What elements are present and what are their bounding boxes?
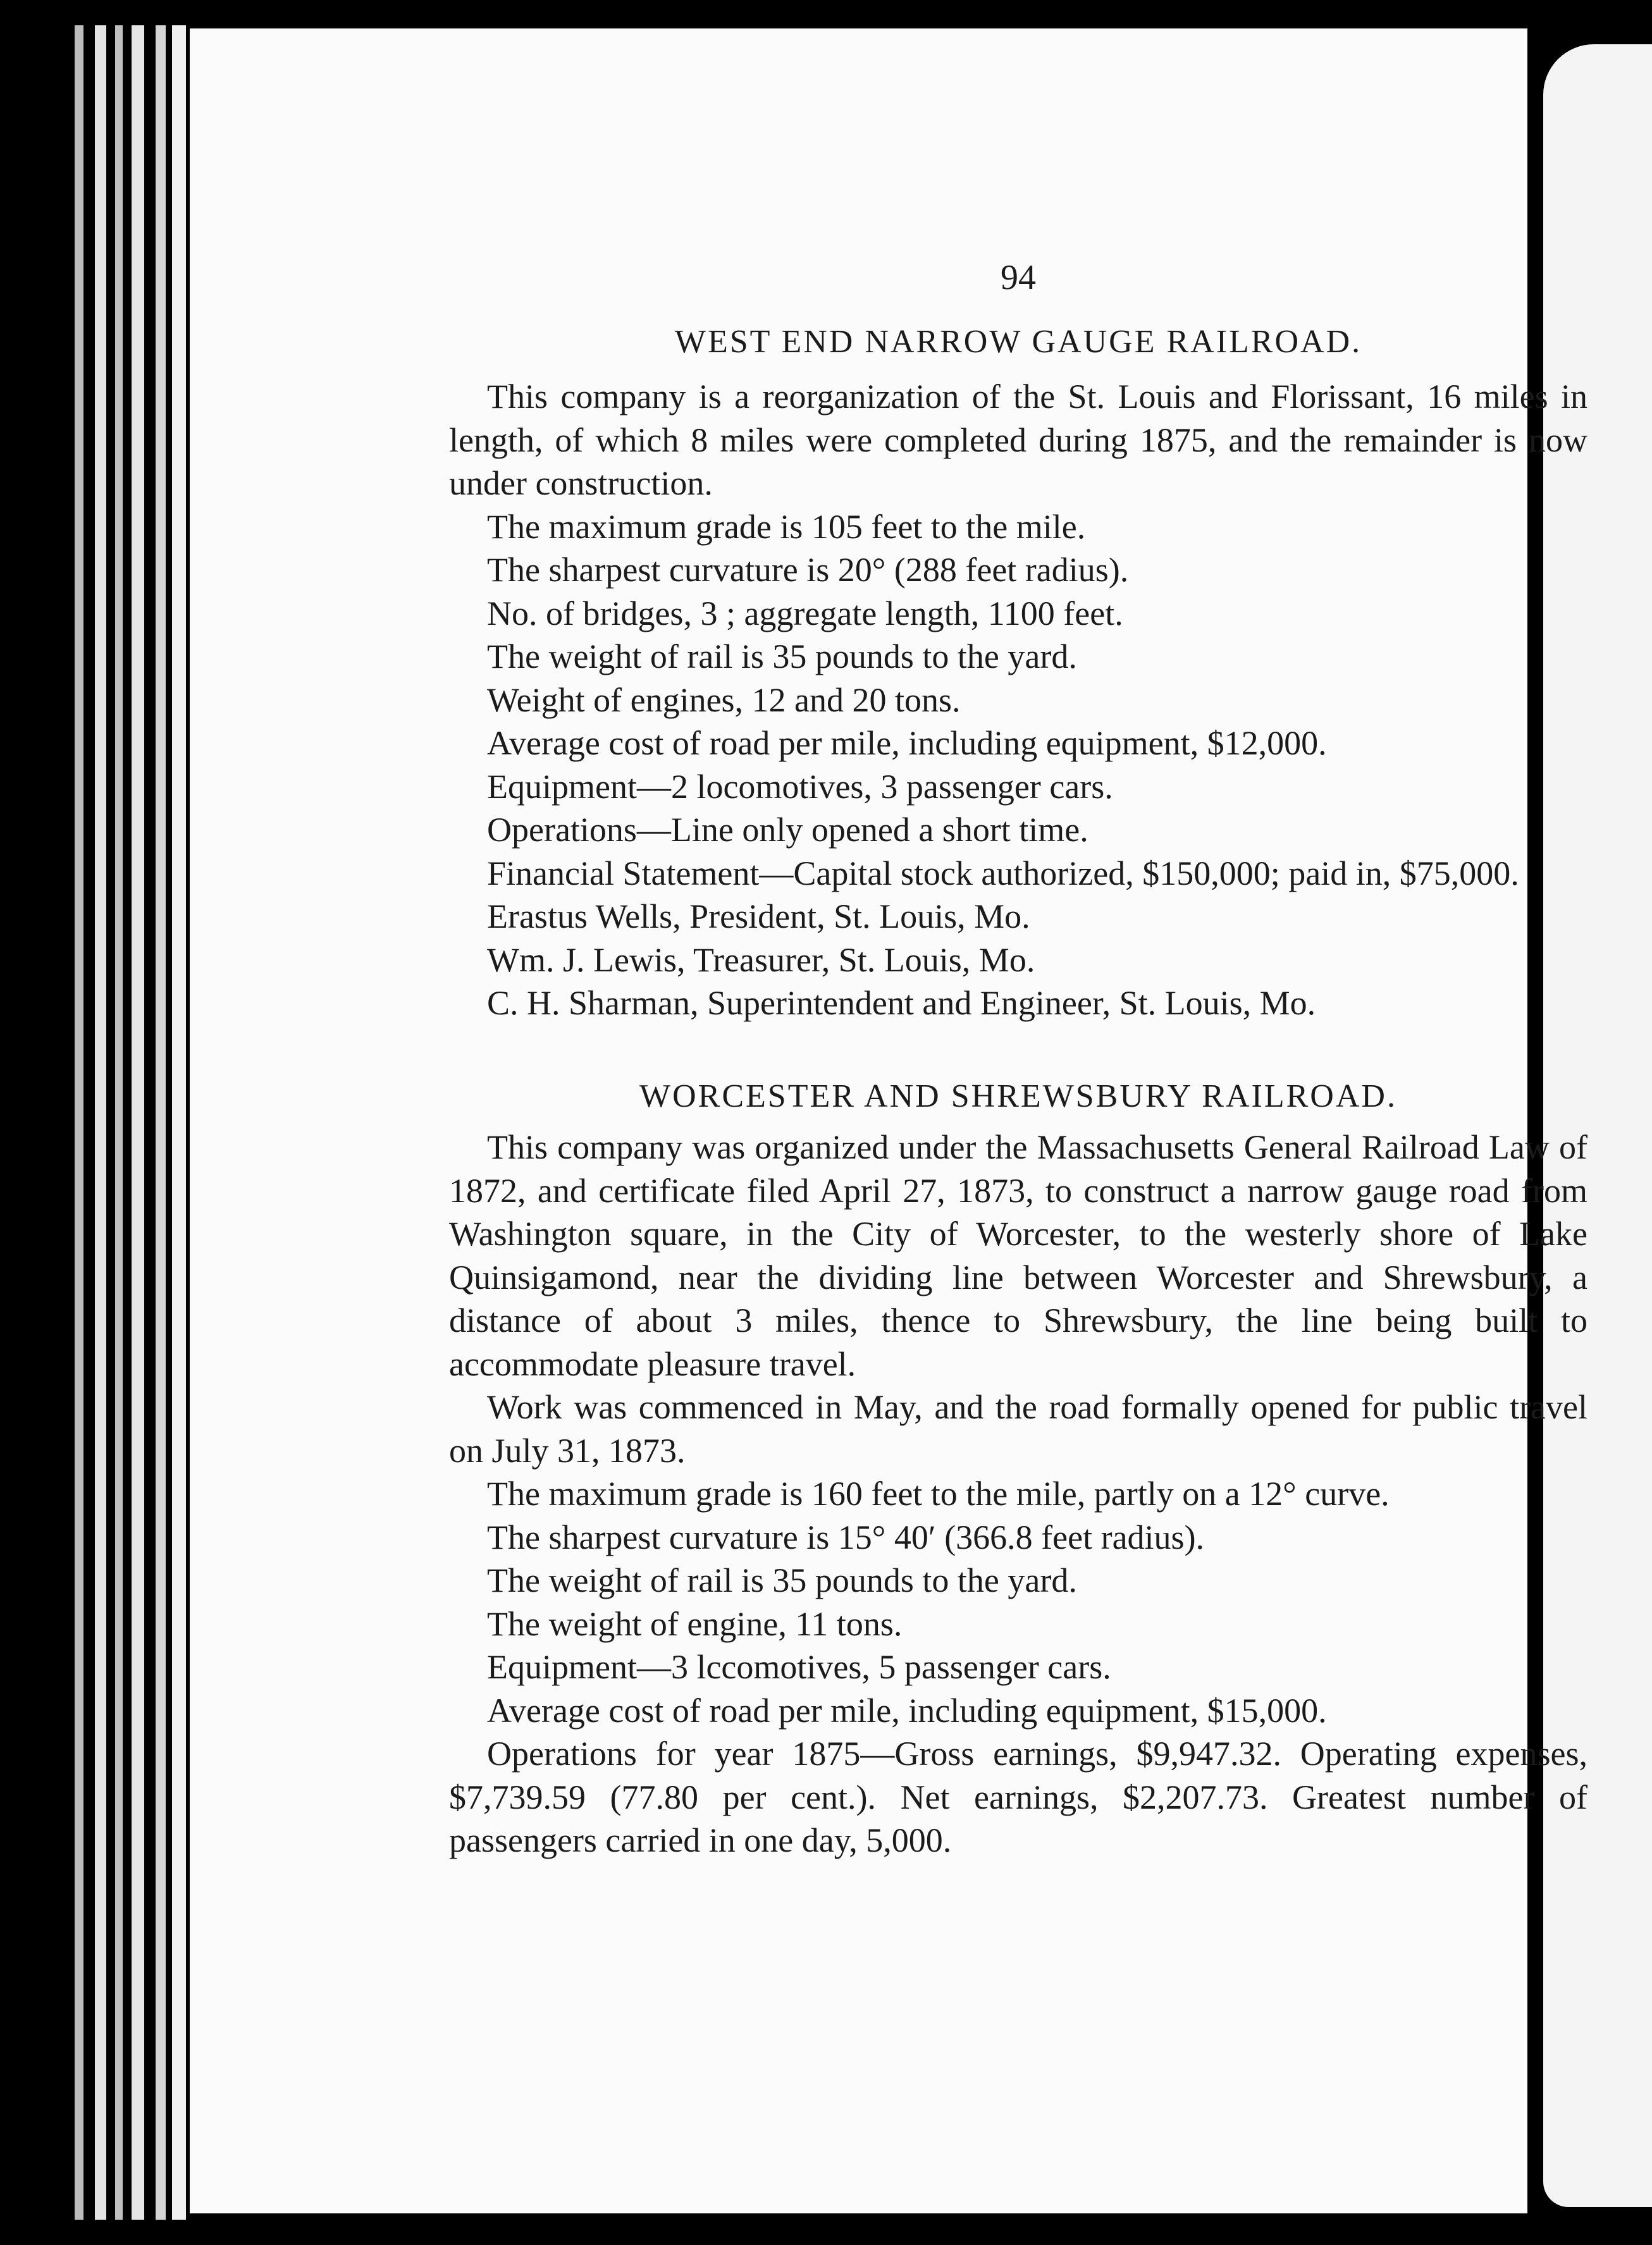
- book-edge: [172, 25, 186, 2220]
- book-edge: [75, 25, 83, 2220]
- paragraph: Weight of engines, 12 and 20 tons.: [487, 680, 961, 719]
- paragraph: The weight of engine, 11 tons.: [487, 1604, 903, 1643]
- section-title: WORCESTER AND SHREWSBURY RAILROAD.: [639, 1078, 1397, 1114]
- paragraph: No. of bridges, 3 ; aggregate length, 1100 feet.: [487, 594, 1123, 632]
- paragraph: The sharpest curvature is 20° (288 feet radius).: [487, 551, 1129, 589]
- paragraph: Equipment—2 locomotives, 3 passenger cars.: [487, 767, 1113, 806]
- book-edge: [115, 25, 123, 2220]
- book-edge: [156, 25, 166, 2220]
- section-title: WEST END NARROW GAUGE RAILROAD.: [674, 324, 1362, 360]
- paragraph: The maximum grade is 105 feet to the mile.: [487, 507, 1086, 546]
- paragraph: The maximum grade is 160 feet to the mile, partly on a 12° curve.: [487, 1475, 1390, 1513]
- book-page: [190, 28, 1587, 2213]
- paragraph: C. H. Sharman, Superintendent and Engineer, St. Louis, Mo.: [487, 984, 1316, 1022]
- paragraph: Operations—Line only opened a short time.: [487, 811, 1088, 849]
- paragraph: Equipment—3 lccomotives, 5 passenger cars.: [487, 1648, 1111, 1686]
- section-body: [449, 1126, 1587, 1862]
- paragraph: This company is a reorganization of the St. Louis and Florissant, 16 miles in length, of which 8 miles were completed during 1875, and the remainder is now under construction.: [449, 378, 1587, 502]
- paragraph: Average cost of road per mile, including equipment, $12,000.: [487, 724, 1327, 762]
- paragraph: The sharpest curvature is 15° 40′ (366.8 feet radius).: [487, 1518, 1205, 1556]
- book-edge: [132, 25, 144, 2220]
- paragraph: Operations for year 1875—Gross earnings, $9,947.32. Operating expenses, $7,739.59 (77.80 per cent.). Net earnings, $2,207.73. Greatest number of passengers carried in one day, 5,000.: [449, 1735, 1587, 1859]
- section-body: [449, 375, 1587, 1025]
- paragraph: Average cost of road per mile, including equipment, $15,000.: [487, 1691, 1327, 1730]
- paragraph: Work was commenced in May, and the road formally opened for public travel on July 31, 1873.: [449, 1388, 1587, 1470]
- paragraph: Wm. J. Lewis, Treasurer, St. Louis, Mo.: [487, 940, 1035, 979]
- paragraph: This company was organized under the Massachusetts General Railroad Law of 1872, and certificate filed April 27, 1873, to construct a narrow gauge road from Washington square, in the City of Worcester, to the westerly shore of Lake Quinsigamond, near the dividing line between Worcester and Shrewsbury, a distance of about 3 miles, thence to Shrewsbury, the line being built to accommodate pleasure travel.: [449, 1128, 1587, 1383]
- paragraph: Financial Statement—Capital stock authorized, $150,000; paid in, $75,000.: [487, 854, 1519, 892]
- paragraph: Erastus Wells, President, St. Louis, Mo.: [487, 897, 1030, 935]
- book-edge: [95, 25, 106, 2220]
- paragraph: The weight of rail is 35 pounds to the yard.: [487, 1561, 1077, 1599]
- page-number: 94: [1001, 258, 1036, 297]
- paragraph: The weight of rail is 35 pounds to the yard.: [487, 637, 1077, 675]
